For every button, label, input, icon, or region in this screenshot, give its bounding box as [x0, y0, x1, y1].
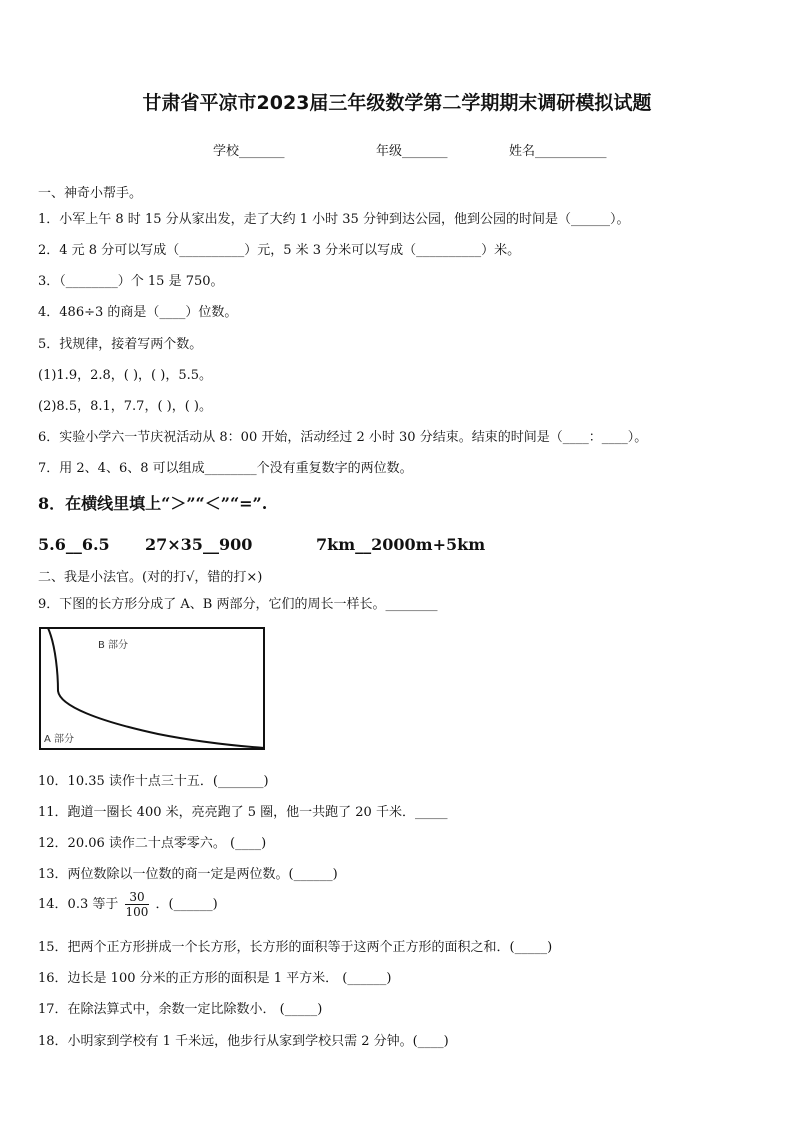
- question-8: 8．在横线里填上“＞”“＜”“=”.: [38, 494, 268, 513]
- question-14: [38, 890, 218, 919]
- section-2-heading: 二、我是小法官。(对的打√，错的打×): [38, 570, 263, 585]
- question-10: 10．10.35 读作十点三十五．(_______): [38, 774, 269, 789]
- compare-1: 5.6__6.5: [38, 535, 110, 554]
- label-b: B 部分: [98, 640, 129, 651]
- label-a: A 部分: [44, 734, 75, 745]
- question-14-suffix: ．(______): [155, 897, 218, 912]
- grade-field: 年级_______: [376, 144, 448, 159]
- question-5: 5．找规律，接着写两个数。: [38, 337, 203, 352]
- question-11: 11．跑道一圈长 400 米，亮亮跑了 5 圈，他一共跑了 20 千米．_____: [38, 805, 448, 820]
- question-14-prefix: 14．0.3 等于: [38, 897, 119, 912]
- question-9: 9．下图的长方形分成了 A、B 两部分，它们的周长一样长。________: [38, 597, 438, 612]
- question-6: 6．实验小学六一节庆祝活动从 8：00 开始，活动经过 2 小时 30 分结束。结束的时间是（____：____）。: [38, 430, 648, 445]
- question-16: 16．边长是 100 分米的正方形的面积是 1 平方米． (______): [38, 971, 392, 986]
- question-4: 4．486÷3 的商是（____）位数。: [38, 305, 238, 320]
- question-2: 2．4 元 8 分可以写成（__________）元，5 米 3 分米可以写成（__________）米。: [38, 243, 521, 258]
- page-title: 甘肃省平凉市2023届三年级数学第二学期期末调研模拟试题: [142, 92, 652, 114]
- question-17: 17．在除法算式中，余数一定比除数小． (_____): [38, 1002, 323, 1017]
- question-1: 1．小军上午 8 时 15 分从家出发，走了大约 1 小时 35 分钟到达公园，他到公园的时间是（______）。: [38, 212, 630, 227]
- question-7: 7．用 2、4、6、8 可以组成________个没有重复数字的两位数。: [38, 461, 413, 476]
- question-3: 3．（________）个 15 是 750。: [38, 274, 224, 289]
- question-12: 12．20.06 读作二十点零零六。 (____): [38, 836, 267, 851]
- question-15: 15．把两个正方形拼成一个长方形，长方形的面积等于这两个正方形的面积之和．(_____): [38, 940, 553, 955]
- question-5-part-2: (2)8.5，8.1，7.7，( )，( )。: [38, 399, 212, 414]
- question-5-part-1: (1)1.9，2.8，( )，( )，5.5。: [38, 368, 212, 383]
- compare-3: 7km__2000m+5km: [316, 535, 486, 554]
- compare-2: 27×35__900: [145, 535, 253, 554]
- fraction-denominator: 100: [125, 905, 149, 919]
- school-field: 学校_______: [213, 144, 285, 159]
- fraction-numerator: 30: [125, 890, 150, 905]
- dividing-curve: [48, 628, 264, 748]
- rectangle-diagram: [38, 626, 268, 752]
- question-18: 18．小明家到学校有 1 千米远，他步行从家到学校只需 2 分钟。(____): [38, 1034, 449, 1049]
- question-13: 13．两位数除以一位数的商一定是两位数。(______): [38, 867, 338, 882]
- rectangle-outline: [40, 628, 264, 749]
- section-1-heading: 一、神奇小帮手。: [38, 186, 143, 201]
- rectangle-figure: [38, 626, 268, 756]
- name-field: 姓名___________: [509, 144, 607, 159]
- fraction: [125, 890, 150, 919]
